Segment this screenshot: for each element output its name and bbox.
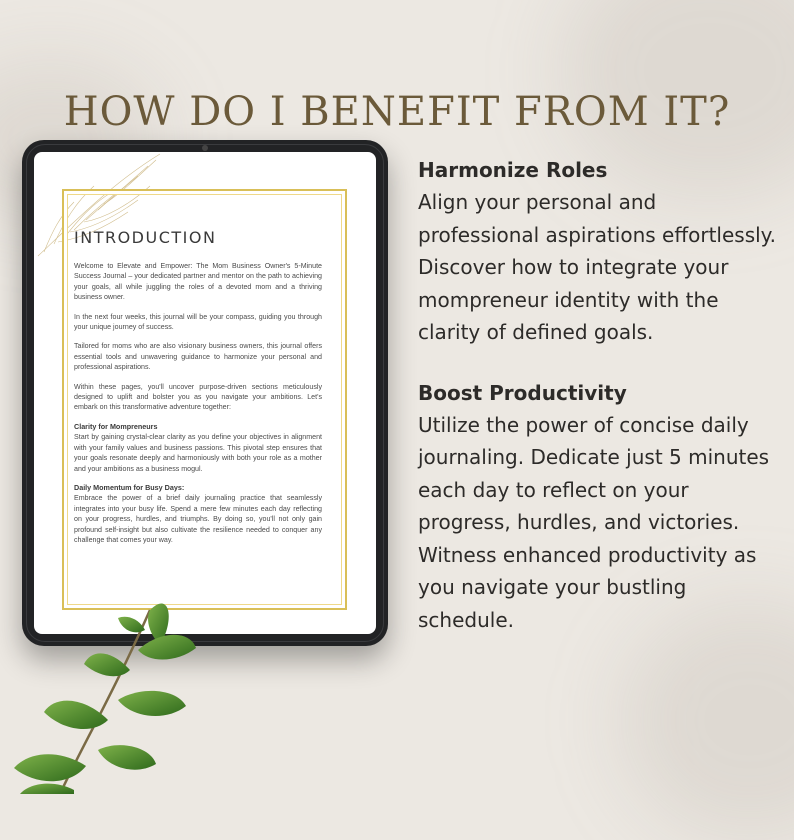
section-body: Embrace the power of a brief daily journaling practice that seamlessly integrates into your busy life. Spend a mere few minutes each day reflecting on your progress, hurdles, and triumphs. By doing so, you'll not only gain profound self-insight but also cultivate the resilience needed to conquer any challenge that comes your way. <box>74 494 322 544</box>
benefit-description: Align your personal and professional aspirations effortlessly. Discover how to integrate your mompreneur identity with the clarity of defined goals. <box>418 190 777 344</box>
benefit-item <box>418 154 778 349</box>
intro-paragraph: Tailored for moms who are also visionary business owners, this journal offers essential tools and unwavering guidance to harmonize your personal and professional aspirations. <box>74 342 322 372</box>
intro-paragraph: In the next four weeks, this journal will be your compass, guiding you through your unique journey of success. <box>74 312 322 332</box>
benefit-title: Harmonize Roles <box>418 158 608 182</box>
leaf-branch-illustration <box>0 590 240 794</box>
camera-icon <box>202 145 208 151</box>
section-title: Clarity for Mompreneurs <box>74 421 158 431</box>
tablet-screen <box>34 152 376 634</box>
benefits-list <box>418 154 778 636</box>
document-title: INTRODUCTION <box>74 228 217 247</box>
tablet-mockup <box>22 140 388 646</box>
benefit-description: Utilize the power of concise daily journaling. Dedicate just 5 minutes each day to reflect on your progress, hurdles, and victories. Witness enhanced productivity as you navigate your bustling schedule. <box>418 412 770 632</box>
intro-paragraph: Within these pages, you'll uncover purpose-driven sections meticulously designed to uplift and bolster you as you navigate your ambitions. Let's embark on this transformative adventure together: <box>74 382 322 412</box>
benefit-title: Boost Productivity <box>418 380 627 405</box>
section-body: Start by gaining crystal-clear clarity as you define your objectives in alignment with your family values and business passions. This pivotal step ensures that your goals resonate deeply and harmoniously with both your role as a mother and your ambitions as a business mogul. <box>74 433 322 473</box>
background-shadow <box>620 600 794 840</box>
intro-paragraph: Welcome to Elevate and Empower: The Mom Business Owner's 5-Minute Success Journal – your dedicated partner and mentor on the path to achieving your goals, all while juggling the roles of a devoted mom and a thriving business owner. <box>74 262 322 302</box>
page-heading: HOW DO I BENEFIT FROM IT? <box>63 88 731 135</box>
benefit-item <box>418 377 778 637</box>
journal-page <box>74 228 322 554</box>
section-title: Daily Momentum for Busy Days: <box>74 482 185 492</box>
